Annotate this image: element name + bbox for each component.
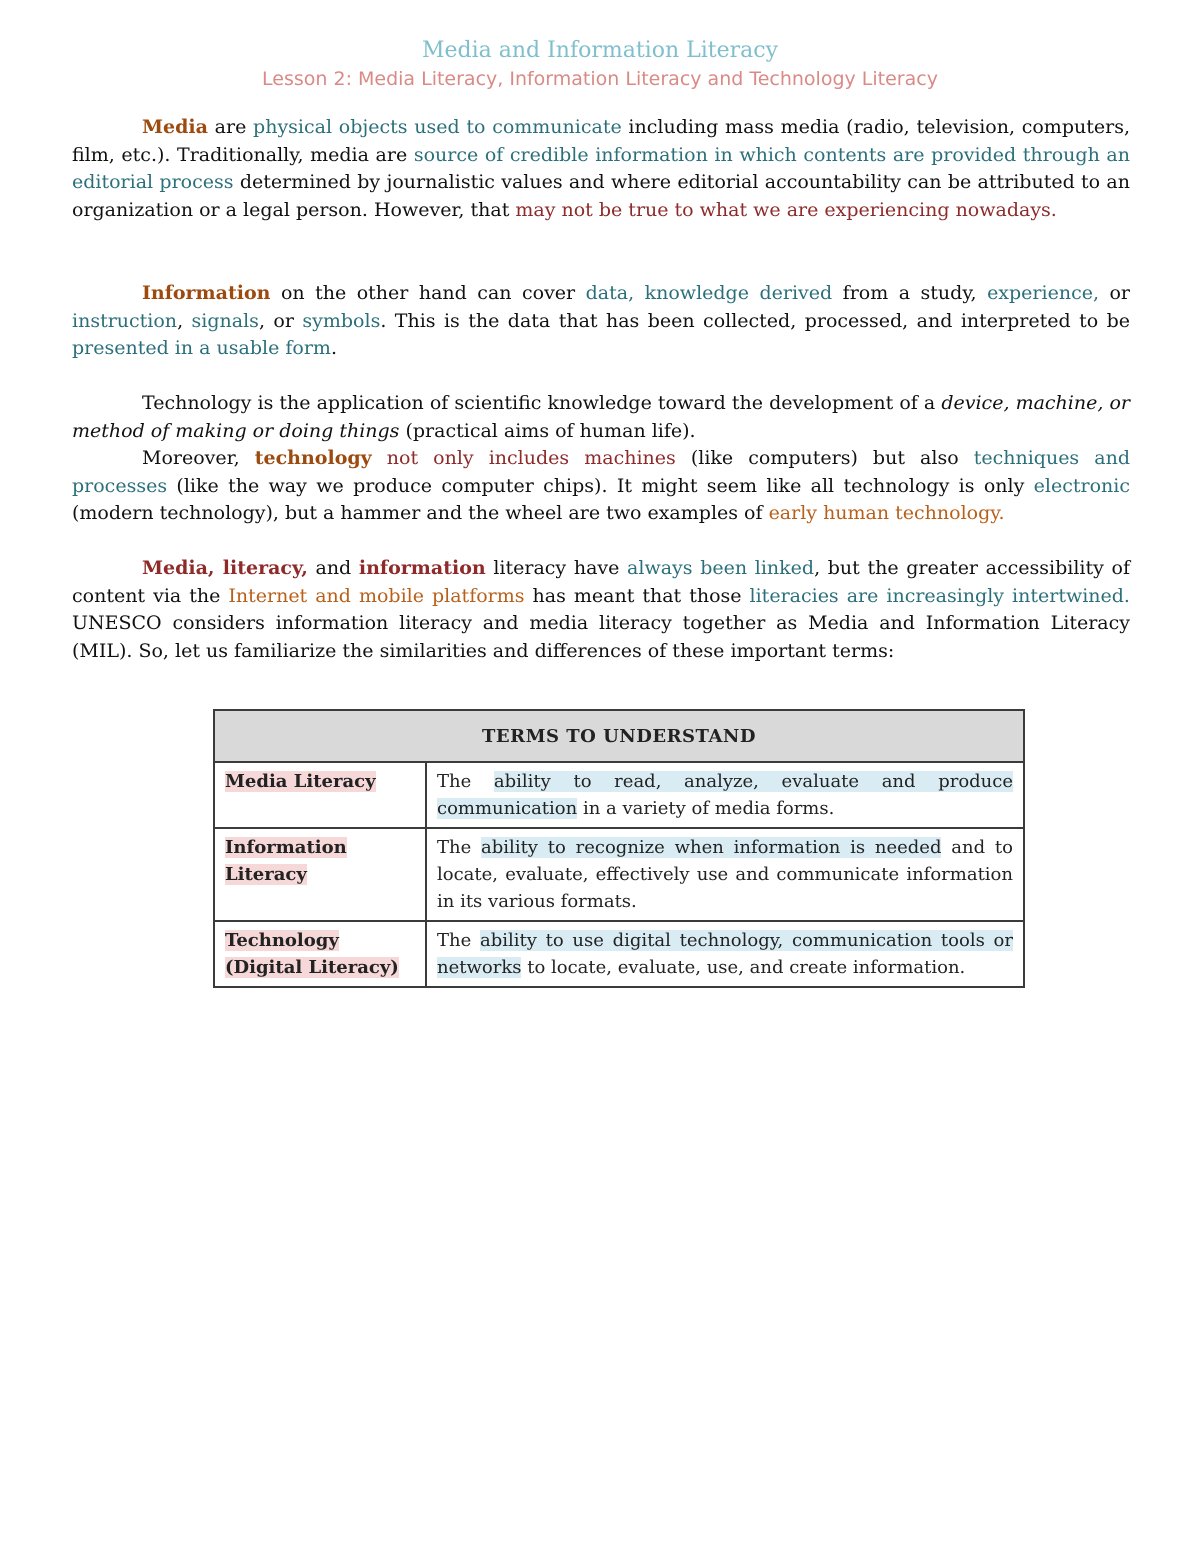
text-span: on the other hand can cover [270,282,586,304]
term-media-literacy: Media, literacy, [142,557,308,579]
highlight-phrase: not only includes machines [386,447,676,469]
table-header-row [214,710,1024,762]
paragraph-information [72,280,1130,363]
highlight-phrase: experience, [987,282,1099,304]
text-span: has meant that those [524,584,750,607]
lesson-subtitle: Lesson 2: Media Literacy, Information Literacy and Technology Literacy [262,68,938,90]
table-row [214,828,1024,921]
text-span: . [330,337,337,360]
text-span: The [437,930,480,951]
text-span: , [177,309,192,332]
text-span [372,447,387,469]
text-span: (like the way we produce computer chips). It might seem like all technology is only [167,474,1034,497]
term-label: Media Literacy [225,771,376,792]
paragraph-technology-definition [72,390,1130,445]
term-label: Technology [225,930,339,951]
definition-cell [426,762,1024,828]
highlight-phrase: literacies are increasingly intertwined. [749,584,1130,607]
highlighted-definition: ability to use digital technology, communication tools or networks [437,930,1013,978]
text-span: in a variety of media forms. [577,798,835,819]
text-span: including mass media (radio, television, computers, film, etc.). Traditionally, media are [72,116,1130,166]
highlight-phrase: symbols [302,309,381,332]
text-span: Technology is the application of scientific knowledge toward the development of a [142,392,942,414]
highlight-phrase: Internet and mobile platforms [228,584,525,607]
terms-table [213,709,1025,988]
definition-cell [426,921,1024,987]
text-span: or [1099,282,1131,304]
term-technology: technology [254,447,372,469]
text-span: (like computers) but also [675,447,974,469]
table-header: TERMS TO UNDERSTAND [214,710,1024,762]
text-span: UNESCO considers information literacy and media literacy together as Media and Information Literacy (MIL). So, let us familiarize the similarities and differences of these important terms: [72,612,1130,662]
highlight-phrase: instruction [72,309,178,332]
text-span: from a study, [832,282,988,304]
paragraph-mil [72,555,1130,665]
term-cell [214,921,426,987]
text-span: The [437,771,494,792]
italic-phrase: device, machine, or method of making or doing things [72,392,1130,442]
text-span: to locate, evaluate, use, and create information. [521,957,966,978]
term-label: Information [225,837,347,858]
text-span: , or [258,309,303,332]
text-span: determined by journalistic values and where editorial accountability can be attributed to an organization or a legal person. However, that [72,171,1130,221]
term-information: information [358,557,486,579]
text-span: , but the greater accessibility of content via the [72,557,1131,607]
paragraph-technology-moreover [72,445,1130,528]
term-label: Literacy [225,864,307,885]
text-span: (practical aims of human life). [399,419,696,442]
text-span: literacy have [485,557,628,579]
highlight-phrase: techniques and processes [72,447,1130,497]
highlighted-definition: ability to read, analyze, evaluate and produce communication [437,771,1014,819]
term-cell [214,762,426,828]
text-span: are [207,116,254,138]
table-row [214,921,1024,987]
highlight-phrase: presented in a usable form [72,337,331,360]
highlight-phrase: early human technology. [768,502,1005,525]
highlight-phrase: electronic [1033,474,1130,497]
highlight-phrase: physical objects used to communicate [253,116,622,138]
highlight-phrase: may not be true to what we are experiencing nowadays. [515,198,1057,221]
text-span: and [307,557,359,579]
text-span: and to locate, evaluate, effectively use and communicate information in its various formats. [437,837,1013,912]
text-span: . This is the data that has been collected, processed, and interpreted to be [380,309,1130,332]
term-information: Information [142,282,271,304]
table-row [214,762,1024,828]
term-cell [214,828,426,921]
text-span: (modern technology), but a hammer and the wheel are two examples of [72,502,769,525]
highlight-phrase: source of credible information in which contents are provided through an editorial process [72,143,1130,194]
term-media: Media [142,116,208,138]
highlight-phrase: always been linked [627,557,815,579]
text-span: The [437,837,482,858]
term-label: (Digital Literacy) [225,957,399,978]
highlight-phrase: signals [191,309,259,332]
highlight-phrase: data, knowledge derived [585,282,833,304]
text-span: Moreover, [142,447,255,469]
document-title: Media and Information Literacy [421,38,779,63]
paragraph-media [72,114,1130,224]
definition-cell [426,828,1024,921]
highlighted-definition: ability to recognize when information is needed [481,837,942,858]
